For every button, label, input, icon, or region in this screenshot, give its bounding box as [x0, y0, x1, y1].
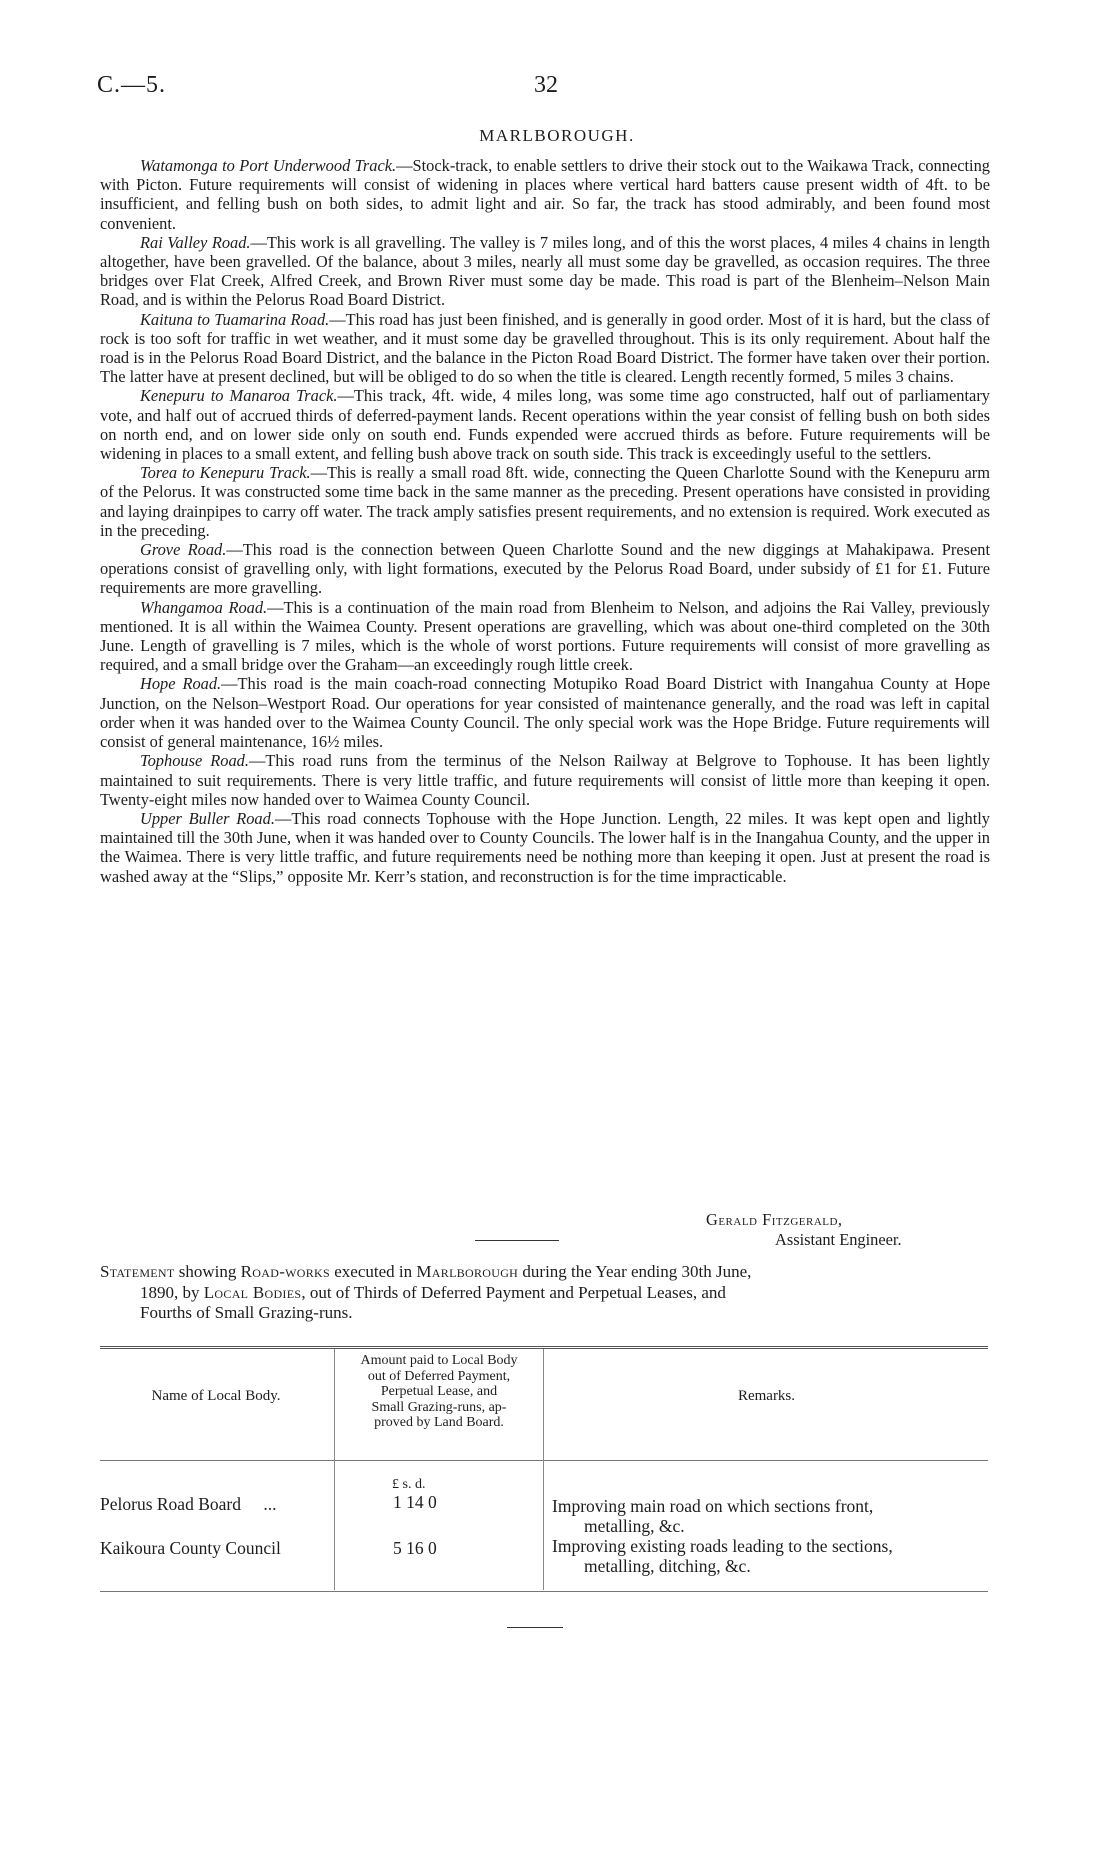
- road-title: Rai Valley Road.: [140, 232, 251, 252]
- paragraph-text: —This is really a small road 8ft. wide, connecting the Queen Charlotte Sound with the Kenepuru arm of the Pelorus. It was constructed some time back in the same manner as the preceding. Present operations have consisted in providing and laying drainpipes to carry off water. The track amply satisfies present requirements, and no extension is required. Work executed as in the preceding.: [100, 463, 990, 540]
- column-header-amount: Amount paid to Local Body out of Deferred Payment, Perpetual Lease, and Small Grazing-runs, ap- proved by Land Board.: [360, 1353, 518, 1430]
- table-row-name: Pelorus Road Board ...: [100, 1494, 277, 1514]
- paragraph: [100, 540, 990, 598]
- statement-heading: Statement showing Road-works executed in Marlborough during the Year ending 30th June, 1890, by Local Bodies, out of Thirds of Deferred Payment and Perpetual Leases, and Fourths of Small Grazing-runs.: [100, 1262, 752, 1322]
- table-bottom-rule: [100, 1591, 988, 1592]
- column-header-name: Name of Local Body.: [151, 1388, 281, 1404]
- signature-name: Gerald Fitzgerald,: [706, 1210, 843, 1229]
- road-title: Kaituna to Tuamarina Road.: [140, 309, 330, 329]
- column-divider: [334, 1349, 335, 1590]
- paragraph: [100, 598, 990, 675]
- road-title: Torea to Kenepuru Track.: [140, 463, 311, 483]
- table-header-rule: [100, 1460, 988, 1461]
- road-title: Whangamoa Road.: [140, 597, 268, 617]
- paragraph-text: —This road runs from the terminus of the Nelson Railway at Belgrove to Tophouse. It has been lightly maintained to suit requirements. There is very little traffic, and future requirements will consist of little more than keeping it open. Twenty-eight miles now handed over to Waimea County Council.: [100, 751, 990, 809]
- currency-header: £ s. d.: [392, 1477, 426, 1492]
- paragraph-text: —This road is the connection between Queen Charlotte Sound and the new diggings at Mahakipawa. Present operations consist of gravelling only, with light formations, executed by the Pelorus Road Board, under subsidy of £1 for £1. Future requirements are more gravelling.: [100, 540, 990, 598]
- paragraph-text: —This track, 4ft. wide, 4 miles long, was some time ago constructed, half out of parliamentary vote, and half out of accrued thirds of deferred-payment lands. Recent operations within the year consist of felling bush on both sides on north end, and on lower side only on south end. Funds expended were accrued thirds as before. Future requirements will be widening in places to a small extent, and felling bush above track on south side. This track is exceedingly useful to the settlers.: [100, 386, 990, 464]
- paragraph-text: —This is a continuation of the main road from Blenheim to Nelson, and adjoins the Rai Valley, previously mentioned. It is all within the Waimea County. Present operations are gravelling, which was about one-third completed on the 30th June. Length of gravelling is 7 miles, which is the whole of worst portions. Future requirements will consist of more gravelling as required, and a small bridge over the Graham—an exceedingly rough little creek.: [100, 597, 990, 675]
- section-divider: [475, 1240, 559, 1241]
- paragraph: [100, 156, 990, 233]
- paragraph-text: —This road is the main coach-road connecting Motupiko Road Board District with Inangahua County at Hope Junction, on the Nelson–Westport Road. Our operations for year consisted of maintenance generally, and the road was left in capital order when it was handed over to the Waimea County Council. The only special work was the Hope Bridge. Future requirements will consist of general maintenance, 16½ miles.: [100, 674, 991, 752]
- table-row-amount: 1 14 0: [393, 1492, 437, 1512]
- table-row-name: Kaikoura County Council: [100, 1538, 281, 1558]
- section-title: MARLBOROUGH.: [479, 126, 635, 145]
- table-top-rule: [100, 1346, 988, 1349]
- table-row-remarks: Improving main road on which sections front, metalling, &c.: [552, 1496, 874, 1536]
- paragraph: [100, 674, 990, 751]
- road-title: Upper Buller Road.: [140, 808, 275, 828]
- page-number: 32: [534, 72, 558, 98]
- paragraph: [100, 233, 990, 310]
- road-title: Hope Road.: [140, 674, 222, 694]
- road-title: Tophouse Road.: [140, 751, 249, 771]
- report-body: [100, 156, 990, 886]
- paragraph-text: —Stock-track, to enable settlers to drive their stock out to the Waikawa Track, connecting with Picton. Future requirements will consist of widening in places where vertical hard batters cause present width of 4ft. to be insufficient, and felling bush on both sides, to admit light and air. So far, the track has stood admirably, and been found most convenient.: [100, 156, 990, 233]
- table-row-remarks: Improving existing roads leading to the sections, metalling, ditching, &c.: [552, 1536, 893, 1576]
- column-header-remarks: Remarks.: [737, 1388, 796, 1404]
- paragraph: [100, 751, 990, 809]
- paragraph-text: —This road has just been finished, and is generally in good order. Most of it is hard, but the class of rock is too soft for traffic in wet weather, and it must some day be gravelled throughout. This is its only requirement. About half the road is in the Pelorus Road Board District, and the balance in the Picton Road Board District. The former have taken over their portion. The latter have at present declined, but will be obliged to do so when the title is cleared. Length recently formed, 5 miles 3 chains.: [100, 309, 990, 387]
- column-divider: [543, 1349, 544, 1590]
- road-title: Kenepuru to Manaroa Track.: [140, 386, 338, 406]
- end-rule: [507, 1627, 563, 1628]
- paragraph: [100, 386, 990, 463]
- paragraph: [100, 809, 990, 886]
- paragraph-text: —This work is all gravelling. The valley is 7 miles long, and of this the worst places, 4 miles 4 chains in length altogether, have been gravelled. Of the balance, about 3 miles, nearly all must some day be gravelled, as occasion requires. The three bridges over Flat Creek, Alfred Creek, and Brown River must some day be made. This road is part of the Blenheim–Nelson Main Road, and is within the Pelorus Road Board District.: [100, 232, 990, 310]
- road-title: Watamonga to Port Underwood Track.: [140, 156, 397, 175]
- document-reference: C.—5.: [97, 72, 167, 98]
- signature-title: Assistant Engineer.: [775, 1230, 902, 1249]
- paragraph-text: —This road connects Tophouse with the Hope Junction. Length, 22 miles. It was kept open and lightly maintained till the 30th June, when it was handed over to County Councils. The lower half is in the Inangahua County, and the upper in the Waimea. There is very little traffic, and future requirements need be nothing more than keeping it open. Just at present the road is washed away at the “Slips,” opposite Mr. Kerr’s station, and reconstruction is for the time impracticable.: [100, 808, 990, 886]
- paragraph: [100, 310, 990, 387]
- road-title: Grove Road.: [140, 540, 227, 560]
- table-row-amount: 5 16 0: [393, 1538, 437, 1558]
- paragraph: [100, 463, 990, 540]
